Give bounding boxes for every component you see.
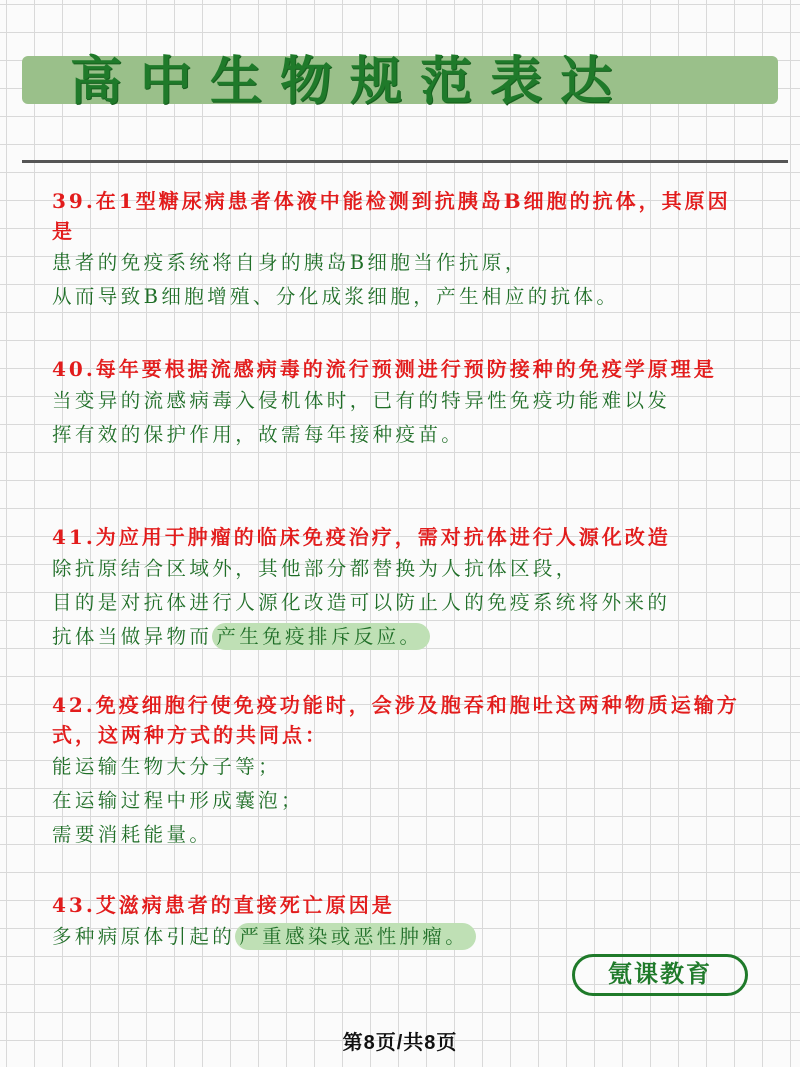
question-text: 42.免疫细胞行使免疫功能时，会涉及胞吞和胞吐这两种物质运输方式，这两种方式的共同点： — [52, 693, 740, 747]
qa-item-39 — [52, 186, 752, 314]
answer-line: 在运输过程中形成囊泡； — [52, 789, 304, 812]
question-text: 43.艾滋病患者的直接死亡原因是 — [52, 893, 395, 917]
qa-item-41 — [52, 522, 752, 654]
answer-line — [52, 920, 752, 954]
answer-highlight: 严重感染或恶性肿瘤。 — [235, 923, 476, 950]
answer-line: 目的是对抗体进行人源化改造可以防止人的免疫系统将外来的 — [52, 591, 671, 614]
answer-highlight: 产生免疫排斥反应。 — [212, 623, 430, 650]
answer-line: 挥有效的保护作用，故需每年接种疫苗。 — [52, 423, 465, 446]
page-indicator: 第8页/共8页 — [342, 1032, 458, 1054]
answer-line: 从而导致B细胞增殖、分化成浆细胞，产生相应的抗体。 — [52, 285, 620, 308]
answer-text: 抗体当做异物而 — [52, 625, 213, 648]
qa-item-42 — [52, 690, 752, 852]
answer-line: 患者的免疫系统将自身的胰岛B细胞当作抗原， — [52, 251, 528, 274]
qa-item-43 — [52, 890, 752, 954]
question-text: 41.为应用于肿瘤的临床免疫治疗，需对抗体进行人源化改造 — [52, 525, 671, 549]
answer-line: 需要消耗能量。 — [52, 823, 213, 846]
page-title: 高中生物规范表达 — [70, 51, 631, 112]
answer-line: 除抗原结合区域外，其他部分都替换为人抗体区段， — [52, 557, 579, 580]
qa-item-40 — [52, 354, 752, 452]
question-text: 40.每年要根据流感病毒的流行预测进行预防接种的免疫学原理是 — [52, 357, 717, 381]
brand-badge: 氪课教育 — [572, 954, 748, 996]
answer-text: 多种病原体引起的 — [52, 925, 236, 948]
answer-line: 当变异的流感病毒入侵机体时，已有的特异性免疫功能难以发 — [52, 389, 671, 412]
answer-line: 能运输生物大分子等； — [52, 755, 282, 778]
answer-line — [52, 620, 752, 654]
divider — [22, 160, 788, 163]
question-text: 39.在1型糖尿病患者体液中能检测到抗胰岛B细胞的抗体，其原因是 — [52, 189, 731, 243]
